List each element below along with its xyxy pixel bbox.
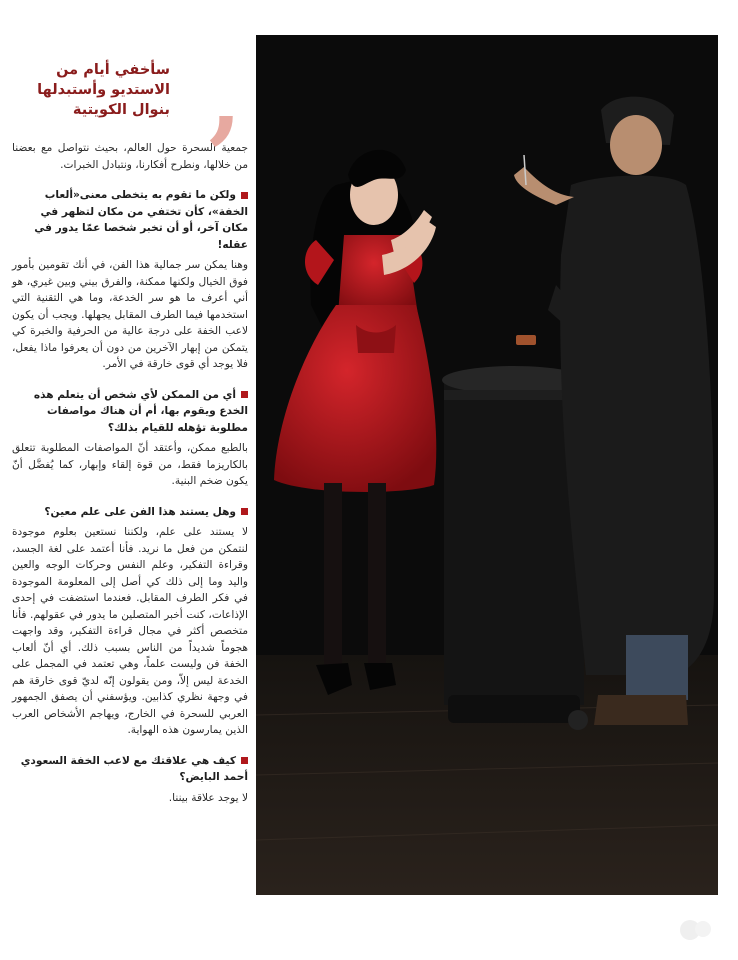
answer-paragraph: بالطبع ممكن، وأعتقد أنّ المواصفات المطلوبة تتعلق بالكاريزما فقط، من قوة إلقاء وإبهار، كما يُفضَّل أنّ يكون ضخم البنية.: [12, 442, 248, 487]
question-text: كيف هي علاقتك مع لاعب الخفة السعودي أحمد البايض؟: [20, 754, 248, 783]
article-column: [12, 41, 248, 814]
answer-paragraph: وهنا يمكن سر جمالية هذا الفن، في أنك تقومين بأمور فوق الخيال ولكنها ممكنة، والفرق بيني وبين غيري، هو أني أعرف ما هو سر الخدعة، وما هي التقنية التي استخدمها فيما الطرف المقابل يجهلها. ويجب أن يكون لاعب الخفة على درجة عالية من الحرفية والخبرة كي يتمكن من إبهار الآخرين من دون أن يعرفوا ماذا يفعل، فلا يوجد أي قوى خارقة في الأمر.: [12, 259, 248, 370]
answer-paragraph: جمعية السحرة حول العالم، بحيث نتواصل مع بعضنا من خلالها، ونطرح أفكارنا، ونتبادل الخبرات.: [12, 142, 248, 171]
question-bullet-icon: [241, 192, 248, 199]
article-photo: [256, 35, 718, 895]
answer-paragraph: لا يستند على علم، ولكننا نستعين بعلوم موجودة لنتمكن من فعل ما نريد. فأنا أعتمد على لغة الجسد، وقراءة التفكير، وعلم النفس وحركات الوجه والعين واليد وما إلى ذلك كي أصل إلى المعلومة الموجودة في فكر الطرف المقابل. فعندما استضفت في إحدى الإذاعات، كنت أخبر المتصلين ما يدور في عقولهم. فأنا متخصص أكثر في مجال قراءة التفكير، وقد واجهت هجوماً شديداً من الناس بسبب ذلك. أي أنّ ألعاب الخفة فن وليست علماً، وهي تعتمد في المجمل على الخدعة ليس إلاّ، ومن يقولون إنّه لديّ قوى خارقة هم في وجهة نظري كذابين. ويؤسفني أن يصفق الجمهور العربي للسحرة في الخارج، ويهاجم الأشخاص العرب الذين يمارسون هذه الهواية.: [12, 526, 248, 736]
interview-question: [12, 504, 248, 521]
answer-paragraph: لا يوجد علاقة بيننا.: [168, 791, 248, 804]
question-text: ولكن ما تقوم به يتخطى معنى«ألعاب الخفة»، كأن تختفي من مكان لتظهر في مكان آخر، أو أن تخبر شخصا عمّا يدور في عقله!: [34, 189, 248, 251]
photo-illustration: [256, 35, 718, 895]
question-text: وهل يستند هذا الفن على علم معين؟: [44, 505, 236, 518]
page-ornament-icon: [676, 916, 716, 944]
quote-mark-icon: ,: [208, 41, 242, 154]
question-bullet-icon: [241, 508, 248, 515]
pull-quote-text: سأخفي أيام من الاستديو وأستبدلها بنوال الكويتية: [37, 62, 170, 118]
question-text: أي من الممكن لأي شخص أن يتعلم هذه الخدع ويقوم بها، أم أن هناك مواصفات مطلوبة تؤهله للقيام بذلك؟: [33, 388, 248, 434]
article-body: [12, 140, 248, 806]
question-bullet-icon: [241, 391, 248, 398]
interview-question: [12, 753, 248, 786]
pull-quote: [12, 41, 248, 154]
interview-question: [12, 187, 248, 253]
question-bullet-icon: [241, 757, 248, 764]
interview-question: [12, 387, 248, 437]
